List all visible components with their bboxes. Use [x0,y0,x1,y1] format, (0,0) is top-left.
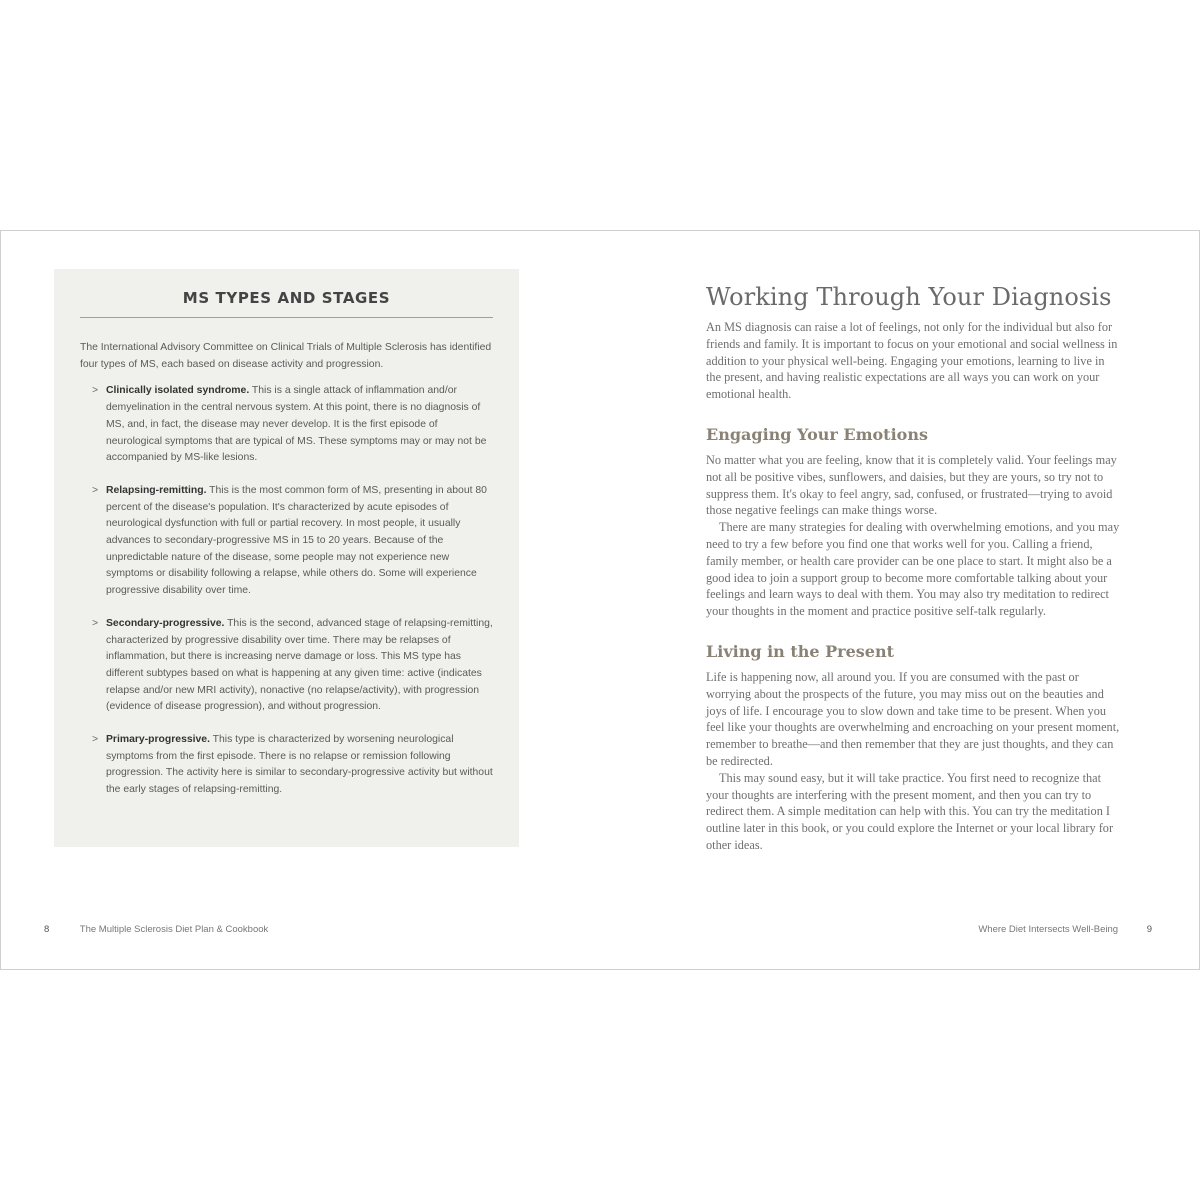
page-title: Working Through Your Diagnosis [706,283,1112,311]
list-item-term: Secondary-progressive. [106,617,225,629]
paragraph: This may sound easy, but it will take practice. You first need to recognize that your thoughts are interfering with the present moment, and then you can try to redirect them. A simple meditation can help with this. You can try the meditation I outline later in this book, or you could explore the Internet or your local library for other ideas. [706,770,1114,852]
book-spread [0,230,1200,970]
list-item-text: This is a single attack of inflammation and/or demyelination in the central nervous system. At this point, there is no diagnosis of MS, and, in fact, the disease may never develop. It is the first episode of neurological symptoms that are typical of MS. These symptoms may or may not be accompanied by MS-like lesions. [106,385,487,464]
chevron-right-icon: > [92,385,99,397]
chevron-right-icon: > [92,617,99,629]
sidebar-intro: The International Advisory Committee on Clinical Trials of Multiple Sclerosis has identified four types of MS, each based on disease activity and progression. [80,342,492,370]
chevron-right-icon: > [92,484,99,496]
right-page-content [706,283,1122,854]
ms-types-sidebar [54,269,519,847]
list-item-term: Clinically isolated syndrome. [106,385,250,397]
list-item [80,732,493,799]
list-item-text: This is the second, advanced stage of relapsing-remitting, characterized by progressive disability over time. There may be relapses of inflammation, but there is increasing nerve damage or loss. This MS type has different subtypes based on what is happening at any given time: active (indicates relapse and/or new MRI activity), nonactive (no relapse/activity), with progression (evidence of disease progression), and without progression. [106,617,493,713]
ms-types-list [80,383,493,798]
list-item [80,616,493,716]
list-item [80,383,493,467]
section-heading-emotions: Engaging Your Emotions [706,424,928,444]
list-item-text: This is the most common form of MS, presenting in about 80 percent of the disease's population. It's characterized by acute episodes of neurological dysfunction with full or partial recovery. In most people, it usually advances to secondary-progressive MS in 15 to 20 years. Because of the unpredictable nature of the disease, some people may not experience new symptoms or disability following a relapse, while others do. Some will experience progressive disability over time. [106,484,487,597]
paragraph: There are many strategies for dealing with overwhelming emotions, and you may need to try a few before you find one that works well for you. Calling a friend, family member, or health care provider can be one place to start. It might also be a good idea to join a support group to become more comfortable talking about your feelings and learn ways to deal with them. You may also try meditation to redirect your thoughts in the moment and practice positive self-talk regularly. [706,520,1120,619]
right-footer [978,924,1152,935]
paragraph: No matter what you are feeling, know that it is completely valid. Your feelings may not all be positive vibes, sunflowers, and daisies, but they are yours, so try not to suppress them. It's okay to feel angry, sad, confused, or frustrated—trying to avoid those negative feelings can make things worse. [706,452,1117,518]
book-title-footer: The Multiple Sclerosis Diet Plan & Cookbook [79,924,269,935]
page-number-right: 9 [1146,924,1152,935]
chevron-right-icon: > [92,734,99,746]
intro-paragraph: An MS diagnosis can raise a lot of feelings, not only for the individual but also for friends and family. It is important to focus on your emotional and social wellness in addition to your physical well-being. Engaging your emotions, learning to live in the present, and having realistic expectations are all ways you can work on your emotional health. [706,320,1118,402]
list-item-term: Relapsing-remitting. [106,484,207,496]
sidebar-title: MS TYPES AND STAGES [80,289,493,318]
left-footer [44,924,268,935]
list-item-text: This type is characterized by worsening neurological symptoms from the first episode. There is no relapse or remission following progression. The activity here is similar to secondary-progressive activity but without the early stages of relapsing-remitting. [106,734,493,796]
list-item [80,483,493,600]
list-item-term: Primary-progressive. [106,734,210,746]
section-heading-present: Living in the Present [706,641,894,661]
chapter-title-footer: Where Diet Intersects Well-Being [978,924,1119,935]
page-number-left: 8 [44,924,50,935]
paragraph: Life is happening now, all around you. If you are consumed with the past or worrying about the prospects of the future, you may miss out on the beauties and joys of life. I encourage you to slow down and take time to be present. When you feel like your thoughts are overwhelming and encroaching on your present moment, remember to breathe—and then remember that they are just thoughts, and they can be redirected. [706,669,1120,768]
